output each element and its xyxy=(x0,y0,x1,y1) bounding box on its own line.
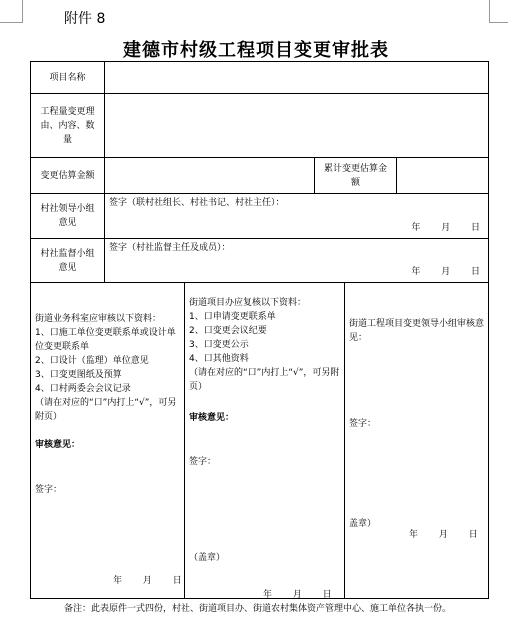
col2-intro: 街道项目办应复核以下资料： xyxy=(189,298,307,308)
business-dept-review-cell[interactable] xyxy=(31,283,185,599)
col2-item: 4、口其他资料 xyxy=(189,354,249,364)
supervisor-sign-text: 签字（村社监督主任及成员）： xyxy=(109,243,231,253)
change-reason-value[interactable] xyxy=(105,94,489,158)
leadership-review-cell[interactable] xyxy=(345,283,489,599)
col2-item: 1、口申请变更联系单 xyxy=(189,312,276,322)
crop-mark-right xyxy=(489,0,508,23)
col1-date: 年 月 日 xyxy=(113,576,182,586)
col1-sign-label: 签字： xyxy=(35,485,63,495)
cumulative-budget-label: 累计变更估算金额 xyxy=(315,158,397,194)
crop-mark-left xyxy=(0,0,23,23)
col2-note: （请在对应的“口”内打上“√”，可另附页） xyxy=(189,368,340,392)
col1-note: （请在对应的“口”内打上“√”，可另附页） xyxy=(35,398,177,422)
project-office-review-cell[interactable] xyxy=(185,283,345,599)
page-title: 建德市村级工程项目变更审批表 xyxy=(123,40,389,61)
col2-item: 3、口变更公示 xyxy=(189,340,249,350)
supervisor-group-cell[interactable] xyxy=(105,239,489,283)
attachment-label: 附件 8 xyxy=(64,11,106,27)
project-name-label: 项目名称 xyxy=(31,62,105,94)
leader-group-label: 村社领导小组意见 xyxy=(31,194,105,239)
leader-date: 年 月 日 xyxy=(411,223,481,233)
budget-value[interactable] xyxy=(105,158,315,194)
leader-group-cell[interactable] xyxy=(105,194,489,239)
col1-item: 4、口村两委会会议记录 xyxy=(35,384,131,394)
supervisor-date: 年 月 日 xyxy=(411,267,481,277)
budget-label: 变更估算金额 xyxy=(31,158,105,194)
col1-intro: 街道业务科室应审核以下资料： xyxy=(35,314,162,324)
footnote: 备注：此表原件一式四份，村社、街道项目办、街道农村集体资产管理中心、施工单位各执一份。 xyxy=(64,604,452,614)
cumulative-budget-value[interactable] xyxy=(397,158,489,194)
col2-review-label: 审核意见： xyxy=(189,413,235,423)
col2-sign-label: 签字： xyxy=(189,457,217,467)
change-reason-label: 工程量变更理由、内容、数量 xyxy=(31,94,105,158)
col3-seal-label: 盖章） xyxy=(349,519,377,529)
project-name-value[interactable] xyxy=(105,62,489,94)
col1-item: 2、口设计（监理）单位意见 xyxy=(35,356,149,366)
supervisor-group-label: 村社监督小组意见 xyxy=(31,239,105,283)
col3-date: 年 月 日 xyxy=(409,530,478,540)
col2-seal-label: （盖章） xyxy=(189,553,226,563)
col3-intro: 街道工程项目变更领导小组审核意见： xyxy=(349,319,485,343)
col2-item: 2、口变更会议纪要 xyxy=(189,326,267,336)
leader-sign-text: 签字（联村社组长、村社书记、村社主任）： xyxy=(109,198,285,208)
col2-date: 年 月 日 xyxy=(263,590,332,600)
col3-sign-label: 签字： xyxy=(349,419,377,429)
approval-form-table xyxy=(30,61,489,599)
col1-item: 3、口变更图纸及预算 xyxy=(35,370,122,380)
col1-review-label: 审核意见： xyxy=(35,440,81,450)
col1-item: 1、口施工单位变更联系单或设计单位变更联系单 xyxy=(35,328,176,352)
